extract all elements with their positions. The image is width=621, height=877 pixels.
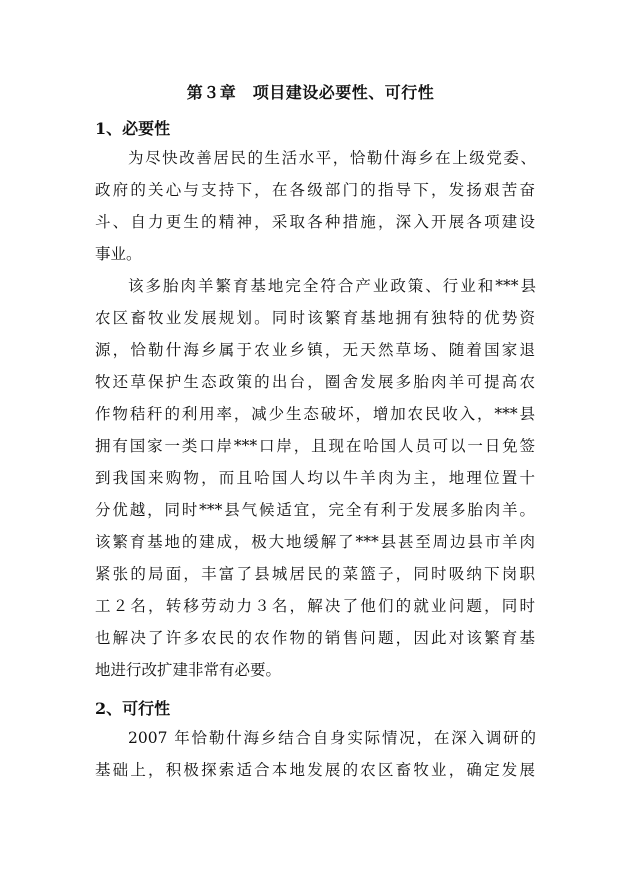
chapter-title: 第３章 项目建设必要性、可行性 (186, 83, 435, 102)
paragraph-line: 地进行改扩建非常有必要。 (95, 661, 282, 679)
paragraph-line: 为尽快改善居民的生活水平，恰勒什海乡在上级党委、 (128, 149, 536, 167)
paragraph-line: 该繁育基地的建成，极大地缓解了***县甚至周边县市羊肉 (95, 533, 535, 551)
paragraph-line: 源，恰勒什海乡属于农业乡镇，无天然草场、随着国家退 (95, 341, 535, 359)
paragraph-line: 也解决了许多农民的农作物的销售问题，因此对该繁育基 (95, 629, 535, 647)
paragraph-line: 作物秸秆的利用率，减少生态破坏，增加农民收入，***县 (95, 405, 535, 423)
paragraph-line: 该多胎肉羊繁育基地完全符合产业政策、行业和***县 (128, 277, 536, 295)
paragraph-line: 政府的关心与支持下，在各级部门的指导下，发扬艰苦奋 (95, 181, 535, 199)
paragraph-line: 到我国来购物，而且哈国人均以牛羊肉为主，地理位置十 (95, 469, 535, 487)
paragraph-line: 牧还草保护生态政策的出台，圈舍发展多胎肉羊可提高农 (95, 373, 535, 391)
paragraph-line: 斗、自力更生的精神，采取各种措施，深入开展各项建设 (95, 213, 535, 231)
paragraph-line: 紧张的局面，丰富了县城居民的菜篮子，同时吸纳下岗职 (95, 565, 535, 583)
paragraph-line: 2007 年恰勒什海乡结合自身实际情况，在深入调研的 (128, 729, 536, 747)
paragraph-line: 农区畜牧业发展规划。同时该繁育基地拥有独特的优势资 (95, 309, 535, 327)
paragraph-line: 拥有国家一类口岸***口岸，且现在哈国人员可以一日免签 (95, 437, 535, 455)
paragraph-line: 事业。 (95, 245, 142, 263)
paragraph-line: 分优越，同时***县气候适宜，完全有利于发展多胎肉羊。 (95, 501, 535, 519)
paragraph-line: 工２名，转移劳动力３名，解决了他们的就业问题，同时 (95, 597, 535, 615)
section-heading-feasibility: 2、可行性 (95, 699, 171, 718)
section-heading-necessity: 1、必要性 (95, 119, 171, 138)
paragraph-line: 基础上，积极探索适合本地发展的农区畜牧业，确定发展 (95, 761, 535, 779)
